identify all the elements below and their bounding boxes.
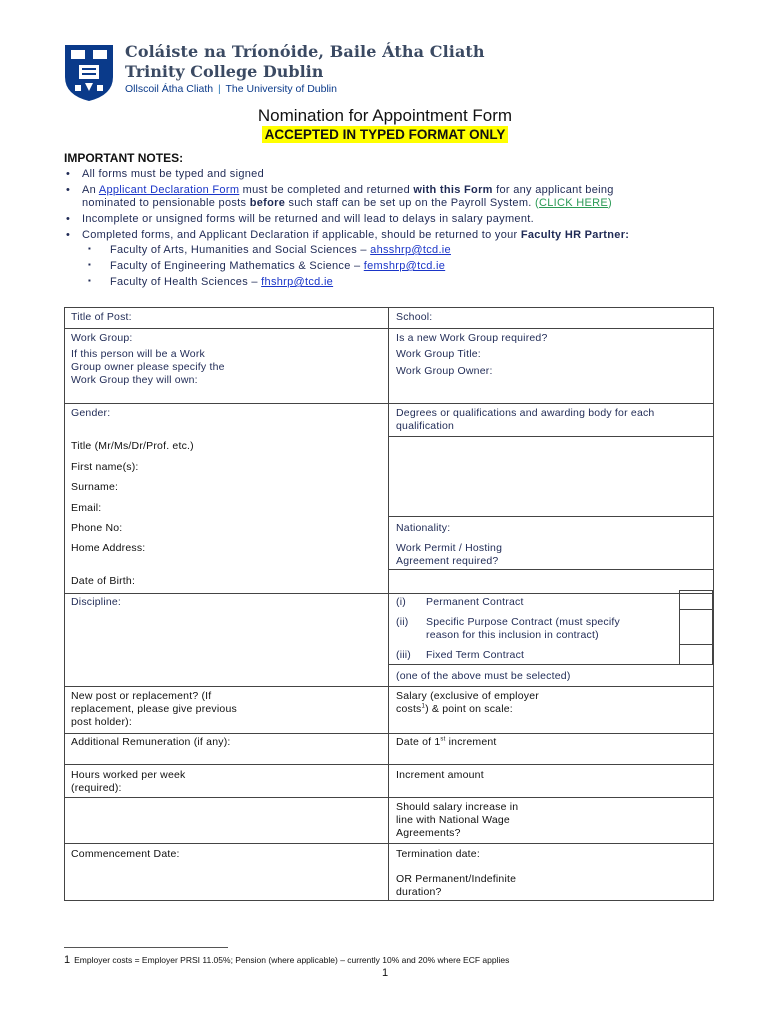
- bullet-icon: •: [66, 229, 70, 241]
- bullet-icon: ▪: [88, 276, 91, 285]
- bullet-icon: ▪: [88, 260, 91, 269]
- label-new-post: New post or replacement? (If replacement, please give previous post holder):: [71, 690, 237, 728]
- label-surname: Surname:: [71, 481, 119, 493]
- label-hours: Hours worked per week (required):: [71, 769, 186, 794]
- click-here-link[interactable]: CLICK HERE: [539, 197, 609, 209]
- form-subtitle: ACCEPTED IN TYPED FORMAT ONLY: [262, 126, 509, 143]
- label-increment-amount: Increment amount: [396, 769, 484, 781]
- table-border: [64, 900, 714, 901]
- label-salary: Salary (exclusive of employer costs$^1$) & point on scale:: [396, 690, 539, 715]
- table-row-line: [388, 664, 714, 665]
- table-row-line: [64, 686, 714, 687]
- table-row-line: [64, 843, 714, 844]
- health-email-link[interactable]: fhshrp@tcd.ie: [261, 276, 334, 288]
- label-home-address: Home Address:: [71, 542, 146, 554]
- ems-email-link[interactable]: femshrp@tcd.ie: [363, 260, 446, 272]
- footnote-number: 1: [64, 954, 71, 966]
- label-phone: Phone No:: [71, 522, 123, 534]
- contract-specific-purpose-checkbox[interactable]: [679, 609, 713, 645]
- label-wage-agreements: Should salary increase in line with National Wage Agreements?: [396, 801, 519, 839]
- label-new-work-group: Is a new Work Group required?: [396, 332, 548, 344]
- form-subtitle-wrap: [0, 126, 770, 144]
- note-typed-signed: All forms must be typed and signed: [82, 168, 265, 180]
- table-row-line: [64, 733, 714, 734]
- table-row-line: [388, 436, 714, 437]
- note-applicant-declaration: An Applicant Declaration Form must be completed and returned with this Form for any applicant being: [82, 184, 614, 196]
- footnote-divider: [64, 947, 228, 948]
- contract-option-num: (ii): [396, 616, 409, 628]
- table-row-line: [64, 328, 714, 329]
- subline-english: The University of Dublin: [225, 83, 337, 95]
- label-title-of-post: Title of Post:: [71, 311, 132, 323]
- bullet-icon: •: [66, 213, 70, 225]
- table-border: [64, 307, 65, 901]
- label-gender: Gender:: [71, 407, 111, 419]
- contract-note: (one of the above must be selected): [396, 670, 571, 682]
- institution-name-english: Trinity College Dublin: [125, 62, 324, 81]
- faculty-ems: Faculty of Engineering Mathematics & Science – femshrp@tcd.ie: [110, 260, 446, 272]
- label-work-group: Work Group:: [71, 332, 133, 344]
- institution-name-irish: Coláiste na Tríonóide, Baile Átha Cliath: [125, 42, 485, 61]
- label-work-permit: Work Permit / Hosting Agreement required?: [396, 542, 503, 567]
- contract-option-permanent: Permanent Contract: [426, 596, 524, 608]
- faculty-health: Faculty of Health Sciences – fhshrp@tcd.ie: [110, 276, 334, 288]
- label-work-group-owner-note: If this person will be a Work Group owner please specify the Work Group they will own:: [71, 348, 225, 386]
- label-additional-remuneration: Additional Remuneration (if any):: [71, 736, 231, 748]
- label-termination: Termination date:: [396, 848, 480, 860]
- table-row-line: [64, 797, 389, 798]
- college-crest-icon: [63, 43, 115, 103]
- label-title-person: Title (Mr/Ms/Dr/Prof. etc.): [71, 440, 194, 452]
- label-nationality: Nationality:: [396, 522, 451, 534]
- institution-subline: [125, 83, 337, 95]
- applicant-declaration-link[interactable]: Applicant Declaration Form: [98, 184, 240, 196]
- label-discipline: Discipline:: [71, 596, 122, 608]
- footnote-text: Employer costs = Employer PRSI 11.05%; Pension (where applicable) – currently 10% and 20% where ECF applies: [74, 955, 510, 965]
- table-row-line: [64, 403, 714, 404]
- faculty-ahss: Faculty of Arts, Humanities and Social Sciences – ahsshrp@tcd.ie: [110, 244, 451, 256]
- contract-option-specific-purpose: Specific Purpose Contract (must specify reason for this inclusion in contract): [426, 616, 620, 641]
- label-commencement: Commencement Date:: [71, 848, 180, 860]
- label-degrees: Degrees or qualifications and awarding body for each qualification: [396, 407, 655, 432]
- contract-fixed-term-checkbox[interactable]: [679, 644, 713, 665]
- label-first-names: First name(s):: [71, 461, 139, 473]
- subline-separator: |: [218, 83, 221, 95]
- table-row-line: [388, 797, 714, 798]
- table-row-line: [388, 516, 714, 517]
- page-number: 1: [381, 967, 389, 979]
- label-email: Email:: [71, 502, 102, 514]
- ahss-email-link[interactable]: ahsshrp@tcd.ie: [370, 244, 451, 256]
- label-work-group-owner: Work Group Owner:: [396, 365, 493, 377]
- label-work-group-title: Work Group Title:: [396, 348, 481, 360]
- notes-heading: IMPORTANT NOTES:: [64, 151, 184, 165]
- note-applicant-declaration-line2: nominated to pensionable posts before such staff can be set up on the Payroll System. (CLICK HERE): [82, 197, 612, 209]
- contract-permanent-checkbox[interactable]: [679, 590, 713, 610]
- note-return-to-hr: Completed forms, and Applicant Declaration if applicable, should be returned to your Faculty HR Partner:: [82, 229, 630, 241]
- table-row-line: [388, 764, 714, 765]
- subline-irish: Ollscoil Átha Cliath: [125, 83, 214, 95]
- contract-option-num: (iii): [396, 649, 411, 661]
- label-permanent-duration: OR Permanent/Indefinite duration?: [396, 873, 517, 898]
- label-dob: Date of Birth:: [71, 575, 136, 587]
- footnote: [64, 954, 509, 966]
- label-school: School:: [396, 311, 433, 323]
- contract-option-fixed-term: Fixed Term Contract: [426, 649, 525, 661]
- table-divider: [388, 307, 389, 901]
- form-title: Nomination for Appointment Form: [257, 106, 513, 125]
- table-border: [64, 307, 714, 308]
- bullet-icon: •: [66, 168, 70, 180]
- bullet-icon: ▪: [88, 244, 91, 253]
- note-incomplete-forms: Incomplete or unsigned forms will be returned and will lead to delays in salary payment.: [82, 213, 534, 225]
- table-row-line: [64, 593, 714, 594]
- table-row-line: [64, 764, 389, 765]
- contract-option-num: (i): [396, 596, 406, 608]
- table-row-line: [388, 569, 714, 570]
- bullet-icon: •: [66, 184, 70, 196]
- label-first-increment: Date of 1st increment: [396, 736, 497, 748]
- table-border: [713, 307, 714, 901]
